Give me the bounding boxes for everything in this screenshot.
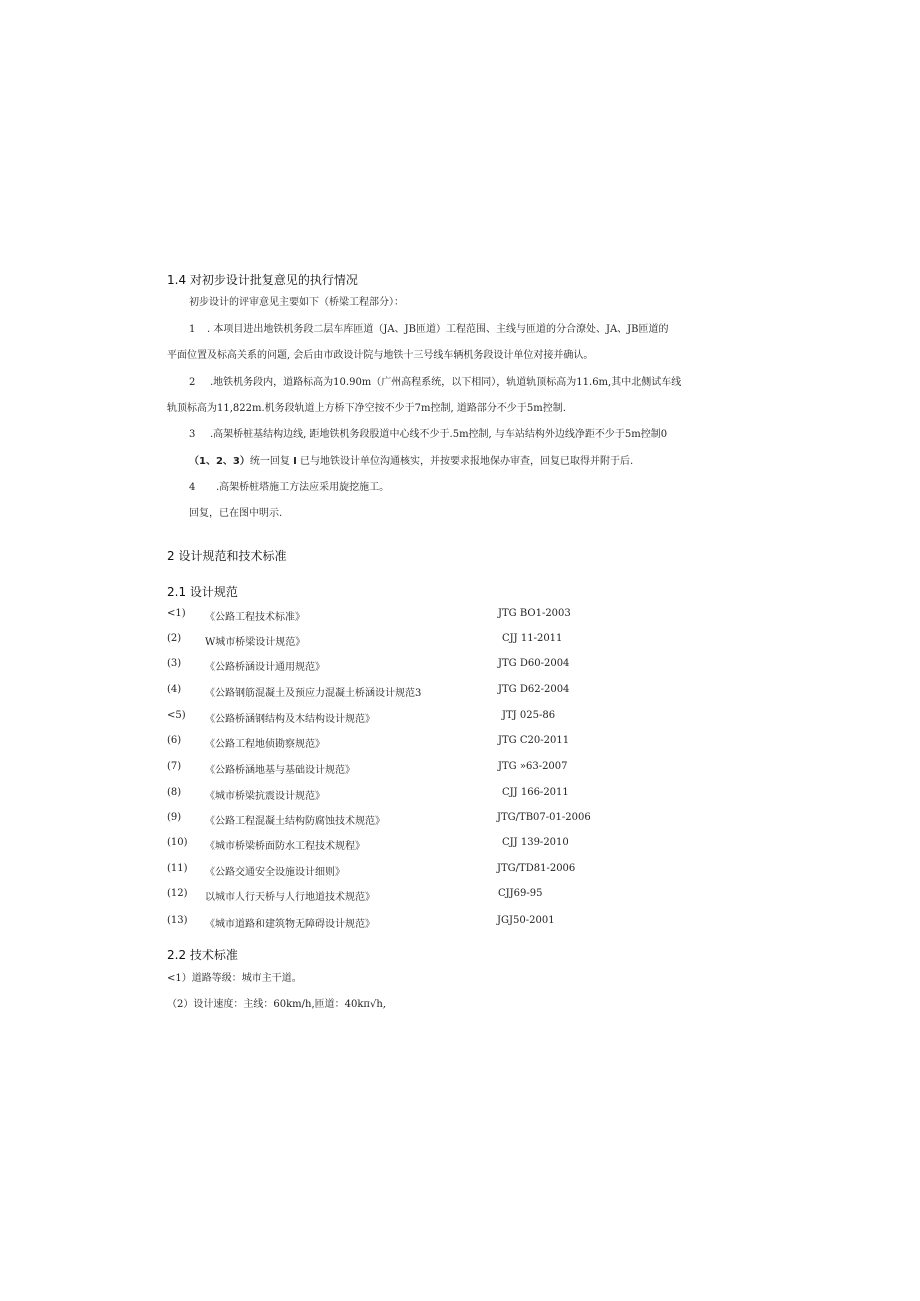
reference-number: (8) [167,787,182,798]
reference-code: JTG D62-2004 [498,684,570,695]
reference-title: 《公路工程技术标准》 [205,612,305,623]
reference-code: CJJ 166-2011 [502,787,569,798]
reference-number: (12) [167,888,188,899]
reference-code: JGJ50-2001 [497,915,555,926]
reference-code: CJJ 139-2010 [502,837,569,848]
reference-number: (9) [167,812,182,823]
reference-number: (6) [167,735,182,746]
reference-code: JTJ 025-86 [502,710,556,721]
item-1-line-1: . 本项目进出地铁机务段二层车库匝道（JA、JB匝道）工程范围、主线与匝道的分合潦处、JA、JB匝道的 [207,324,669,335]
item-2-line-2: 轨顶标高为11,822m.机务段轨道上方桥下净空按不少于7m控制, 道路部分不少于5m控制. [167,403,566,414]
item-1-number: 1 [189,324,196,335]
reference-code: JTG C20-2011 [498,735,570,746]
reference-number: <1) [167,608,186,619]
section-2-1-heading: 2.1 设计规范 [167,585,238,599]
item-4-line-1: .高架桥桩塔施工方法应采用旋挖施工。 [216,482,390,493]
reference-item [167,735,767,749]
reference-code: CJJ69-95 [498,888,543,899]
reference-item [167,658,767,672]
reference-code: CJJ 11-2011 [502,633,563,644]
reference-code: JTG/TD81-2006 [497,863,576,874]
reference-title: 以城市人行天桥与人行地道技术规范》 [205,892,375,903]
reference-item [167,812,767,826]
reference-title: 《公路工程地侦勘察规范》 [205,739,325,750]
reference-code: JTG/TB07-01-2006 [497,812,591,823]
tech-standard-line-2: （2）设计速度：主线：60km/h,匝道：40kπ√h, [167,999,386,1010]
reference-number: (10) [167,837,188,848]
section-2-2-heading: 2.2 技术标准 [167,948,238,962]
reference-number: (11) [167,863,188,874]
tech-standard-line-1: <1）道路等级：城市主干道。 [167,973,302,984]
reply-items-1-3 [189,455,633,469]
reference-number: (2) [167,633,182,644]
reference-item [167,863,767,877]
reply-unified: 统一回复 [249,456,290,467]
reference-title: 《城市桥梁抗震设计规范》 [205,791,325,802]
item-3-number: 3 [189,429,196,440]
reference-title: W城市桥梁设计规范》 [205,637,306,648]
reference-code: JTG BO1-2003 [498,608,571,619]
reply-items-label: （1、2、3） [189,456,250,467]
section-1-4-heading: 1.4 对初步设计批复意见的执行情况 [167,273,358,287]
reply-items-text: 已与地铁设计单位沟通核实，并按要求报地保办审查，回复已取得并附于后. [299,456,634,467]
reference-title: 《公路交通安全设施设计细则》 [205,867,345,878]
item-4-number: 4 [189,482,196,493]
reference-number: <5) [167,710,186,721]
item-2-line-1: .地铁机务段内，道路标高为10.90m（广州高程系统，以下相同），轨道轨顶标高为11.6m,其中北侧试车线 [210,377,682,388]
reference-item [167,710,767,724]
reference-number: (3) [167,658,182,669]
reference-number: (7) [167,761,182,772]
reference-title: 《城市桥梁桥面防水工程技术规程》 [205,841,365,852]
reference-title: 《城市道路和建筑物无障碍设计规范》 [205,919,375,930]
reference-item [167,608,767,622]
reference-title: 《公路桥涵设计通用规范》 [205,662,325,673]
item-1-line-2: 平面位置及标高关系的问题, 会后由市政设计院与地铁十三号线车辆机务段设计单位对接并确认。 [167,350,594,361]
reference-item [167,837,767,851]
reference-item [167,888,767,902]
reference-code: JTG D60-2004 [498,658,570,669]
reference-item [167,633,767,647]
reference-code: JTG »63-2007 [498,761,568,772]
section-1-4-intro: 初步设计的评审意见主要如下（桥梁工程部分）： [189,297,404,308]
reference-item [167,761,767,775]
item-2-number: 2 [189,377,196,388]
reference-title: 《公路桥涵钢结构及木结构设计规范》 [205,714,375,725]
reference-title: 《公路桥涵地基与基础设计规范》 [205,765,355,776]
reference-item [167,787,767,801]
reply-item-4: 回复，已在图中明示. [189,508,283,519]
reply-marker: I [293,456,297,467]
reference-title: 《公路工程混凝土结构防腐蚀技术规范》 [205,816,385,827]
reference-number: (13) [167,915,188,926]
item-3-line-1: .高架桥桩基结构边线, 距地铁机务段股道中心线不少于.5m控制, 与车站结构外边线净距不少于5m控制0 [210,429,668,440]
reference-item [167,915,767,929]
reference-item [167,684,767,698]
reference-title: 《公路钢筋混凝土及预应力混凝土桥涵设计规范3 [205,688,422,699]
reference-number: (4) [167,684,182,695]
section-2-heading: 2 设计规范和技术标准 [167,549,287,563]
